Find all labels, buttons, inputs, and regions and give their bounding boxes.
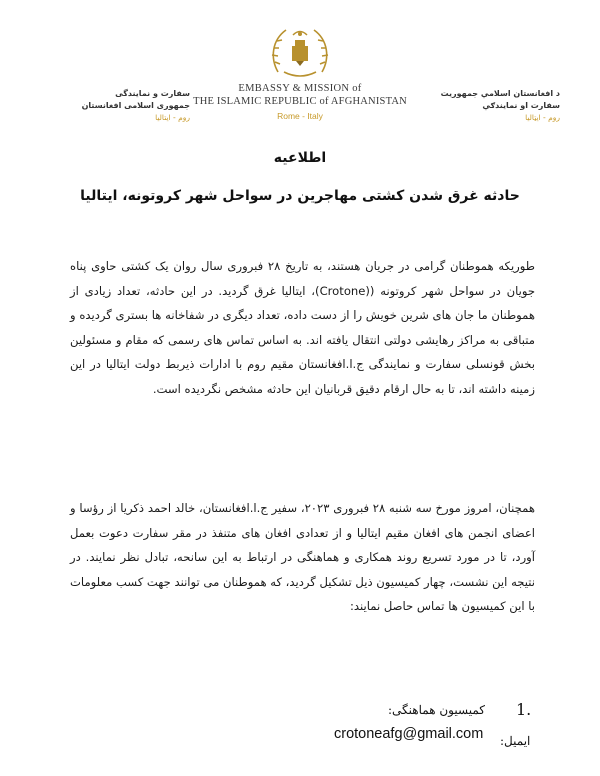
email-link[interactable]: crotoneafg@gmail.com [334, 726, 484, 742]
letterhead-pashto-city: روم - ایټالیا [525, 113, 560, 122]
letterhead-english-city: Rome - Italy [277, 111, 323, 121]
letterhead-pashto-line2: سفارت او نمایندګي [482, 101, 560, 110]
announcement-title: اطلاعیه [273, 150, 327, 166]
body-paragraph-2: همچنان، امروز مورخ سه شنبه ۲۸ فبروری ۲۰۲۳، سفیر ج.ا.افغانستان، خالد احمد ذکریا از رؤسا و اعضای انجمن های افغان مقیم ایتالیا و از تعدادی افغان های متنفذ در مقر سفارت دعوت بعمل آورد، تا در مورد تسریع روند همکاری و هماهنگی در ارتباط به این سانحه، تبادل نظر نمایند. در نتیجه این نشست، چهار کمیسیون ذیل تشکیل گردید، که هموطنان می توانند جهت کسب معلومات با این کمیسیون ها تماس حاصل نمایند: [70, 501, 535, 613]
letterhead-english [190, 82, 410, 121]
announcement-subtitle: حادثه غرق شدن کشتی مهاجرین در سواحل شهر کروتونه، ایتالیا [80, 188, 520, 204]
letterhead-dari-city: روم - ایتالیا [155, 113, 190, 122]
letterhead-dari [40, 88, 190, 124]
email-label: ایمیل: [500, 734, 531, 748]
letterhead-pashto-line1: د افغانستان اسلامي جمهوريت [440, 89, 560, 98]
letterhead-english-line1: EMBASSY & MISSION of [238, 83, 362, 94]
list-item-number: 1. [516, 700, 532, 719]
afghanistan-emblem-icon [268, 22, 332, 82]
letterhead-dari-line2: جمهوری اسلامی افغانستان [81, 101, 190, 110]
letterhead-pashto [410, 88, 560, 124]
list-item-label: کمیسیون هماهنگی: [388, 703, 485, 717]
body-paragraph-1: طوریکه هموطنان گرامی در جریان هستند، به تاریخ ۲۸ فبروری سال روان یک کشتی حاوی پناه جویان در سواحل شهر کروتونه ((Crotone)، ایتالیا غرق گردید. در این حادثه، تعداد زیادی از هموطنان ما جان های شرین خویش را از دست داده، تعداد دیگری در شفاخانه ها بستری گردیده و متباقی به مراکز رهایشی دولتی انتقال یافته اند. به اساس تماس های رسمی که مقام و مسئولین بخش قونسلی سفارت و نمایندگی ج.ا.افغانستان مقیم روم با ادارات ذیربط دولت ایتالیا در این زمینه داشته اند، تا به حال ارقام دقیق قربانیان این حادثه مشخص نگردیده است. [70, 259, 536, 396]
letterhead-english-line2: THE ISLAMIC REPUBLIC of AFGHANISTAN [193, 96, 407, 107]
letterhead-dari-line1: سفارت و نمایندگی [115, 89, 190, 98]
letterhead [0, 0, 600, 140]
